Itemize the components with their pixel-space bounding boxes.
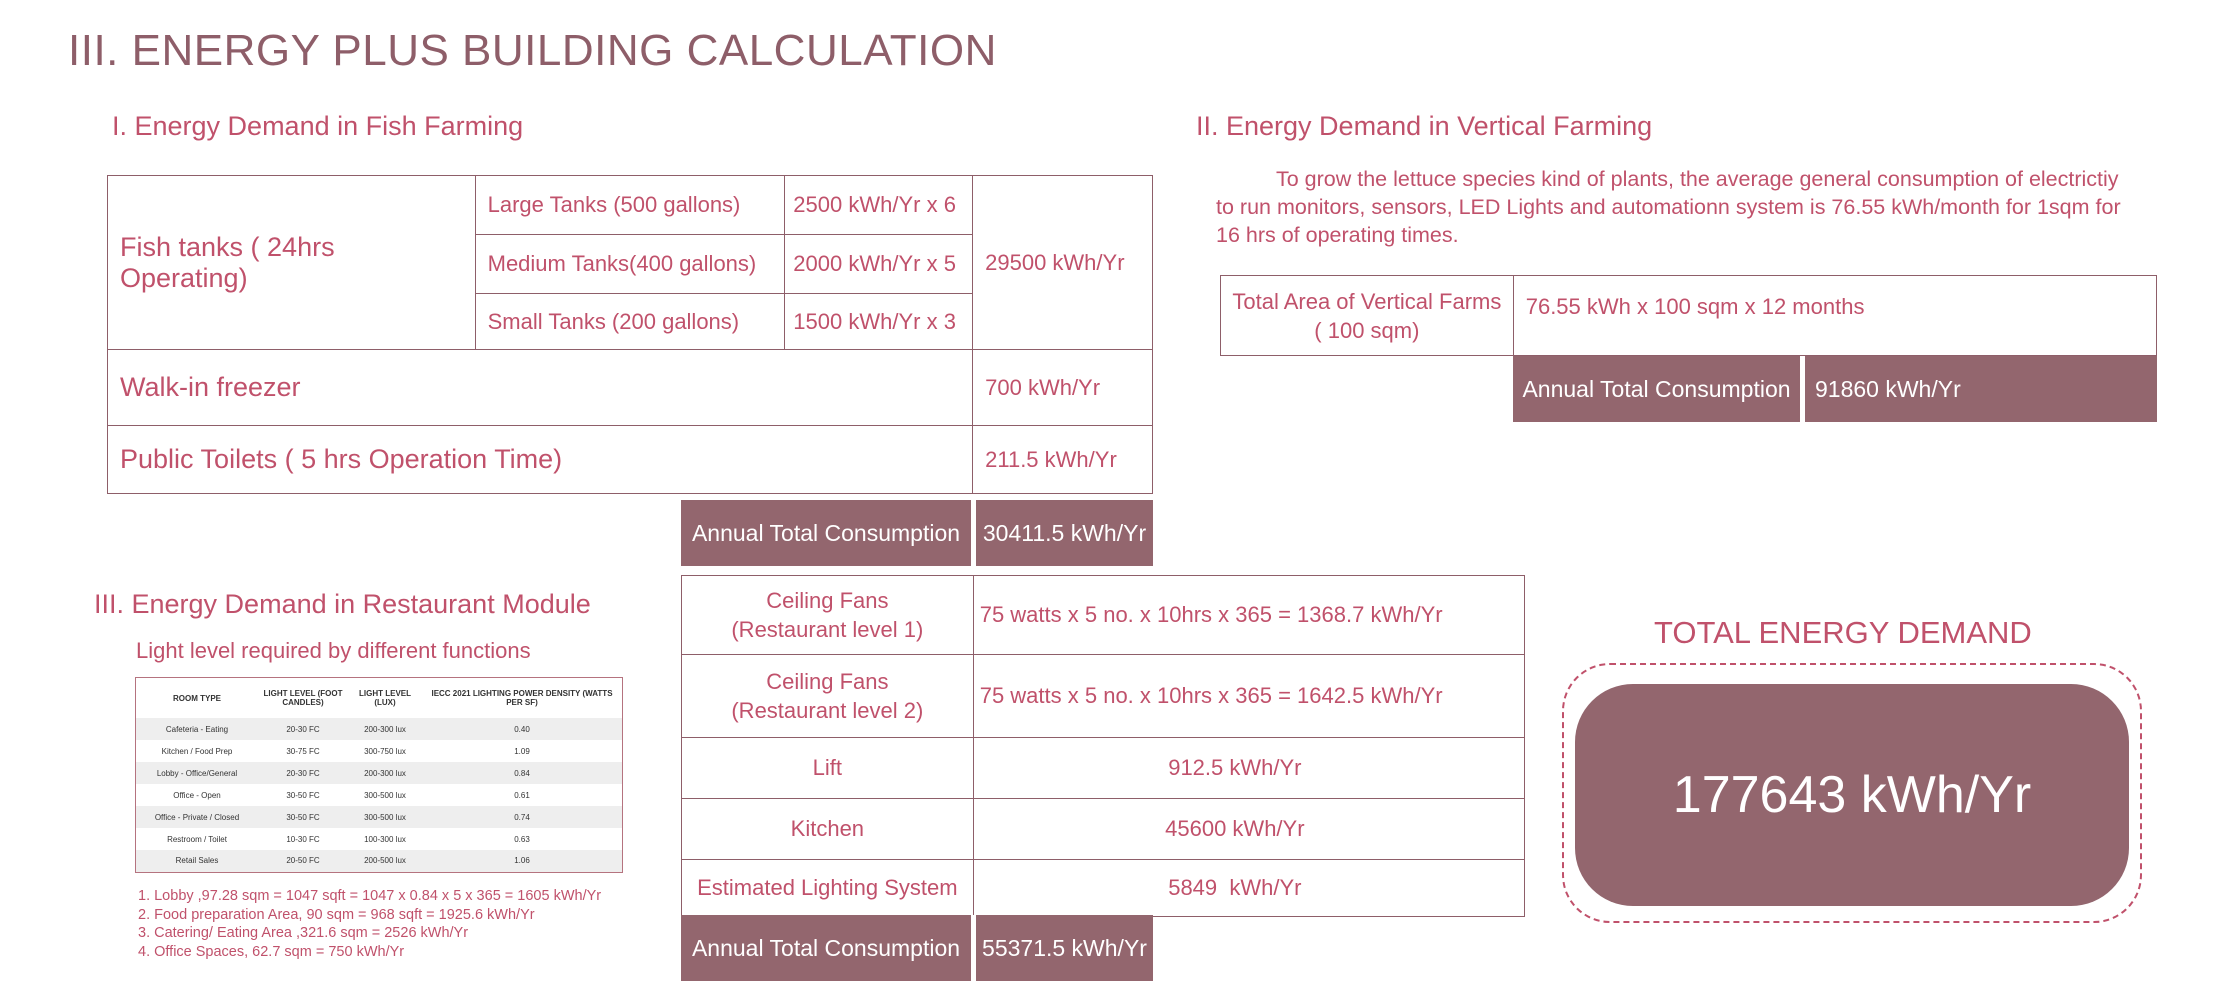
vertical-area-label-line-1: Total Area of Vertical Farms	[1232, 288, 1502, 314]
total-energy-heading: TOTAL ENERGY DEMAND	[1654, 615, 2032, 650]
table-cell: 0.40	[422, 718, 623, 740]
table-cell: Office - Open	[173, 790, 221, 800]
vertical-annual-label: Annual Total Consumption	[1522, 375, 1791, 402]
note-item: 4. Office Spaces, 62.7 sqm = 750 kWh/Yr	[138, 943, 405, 960]
restaurant-table	[681, 575, 1525, 917]
walk-in-freezer-label: Walk-in freezer	[108, 350, 973, 426]
table-cell: 300-500 lux	[364, 790, 406, 800]
table-cell: 0.63	[514, 834, 530, 844]
vertical-paragraph-line-3: 16 hrs of operating times.	[1216, 223, 1459, 247]
table-row	[136, 718, 623, 740]
table-row	[136, 828, 623, 850]
restaurant-annual-value: 55371.5 kWh/Yr	[982, 934, 1147, 961]
light-level-subheading: Light level required by different functions	[136, 638, 531, 663]
fish-annual-value: 30411.5 kWh/Yr	[982, 519, 1147, 546]
large-tanks-label: Large Tanks (500 gallons)	[475, 176, 785, 235]
table-row	[136, 740, 623, 762]
lux-header-lux: LIGHT LEVEL (LUX)	[359, 689, 411, 707]
table-cell: 300-750 lux	[364, 746, 406, 756]
fans-level-2-label	[682, 655, 974, 738]
table-cell: 200-300 lux	[348, 718, 422, 740]
total-energy-box	[1575, 684, 2129, 906]
table-cell: 10-30 FC	[286, 834, 320, 844]
table-cell: 200-300 lux	[348, 762, 422, 784]
vertical-annual-total	[1513, 356, 2157, 422]
table-cell: 300-500 lux	[348, 806, 422, 828]
fish-farming-heading: I. Energy Demand in Fish Farming	[112, 111, 524, 141]
total-energy-value: 177643 kWh/Yr	[1672, 766, 2032, 824]
fans-level-1-label-line-2: (Restaurant level 1)	[731, 617, 924, 642]
table-cell: Retail Sales	[136, 850, 259, 872]
vertical-farming-heading: II. Energy Demand in Vertical Farming	[1196, 111, 1653, 141]
vertical-area-calculation: 76.55 kWh x 100 sqm x 12 months	[1513, 276, 2156, 356]
public-toilets-label: Public Toilets ( 5 hrs Operation Time)	[108, 426, 973, 494]
medium-tanks-value: 2000 kWh/Yr x 5	[785, 235, 973, 294]
note-item: 1. Lobby ,97.28 sqm = 1047 sqft = 1047 x 0.84 x 5 x 365 = 1605 kWh/Yr	[138, 888, 602, 904]
lux-header-room-type: ROOM TYPE	[172, 693, 221, 703]
kitchen-label: Kitchen	[682, 799, 974, 860]
fans-level-2-label-line-2: (Restaurant level 2)	[731, 698, 924, 723]
table-cell: Lobby - Office/General	[136, 762, 259, 784]
table-cell: 30-50 FC	[258, 806, 348, 828]
table-row	[136, 806, 623, 828]
page-title: III. ENERGY PLUS BUILDING CALCULATION	[68, 26, 997, 75]
public-toilets-value: 211.5 kWh/Yr	[973, 426, 1153, 494]
note-item: 2. Food preparation Area, 90 sqm = 968 sqft = 1925.6 kWh/Yr	[138, 906, 535, 923]
table-cell: Kitchen / Food Prep	[161, 746, 233, 756]
fans-level-1-label-line-1: Ceiling Fans	[766, 588, 889, 613]
table-row	[136, 784, 623, 806]
table-cell: 1.06	[422, 850, 623, 872]
medium-tanks-label: Medium Tanks(400 gallons)	[475, 235, 785, 294]
vertical-annual-value: 91860 kWh/Yr	[1815, 375, 1961, 402]
large-tanks-value: 2500 kWh/Yr x 6	[785, 176, 973, 235]
lighting-system-value: 5849 kWh/Yr	[973, 860, 1524, 917]
lift-value: 912.5 kWh/Yr	[973, 738, 1524, 799]
fish-tanks-label: Fish tanks ( 24hrs Operating)	[108, 176, 476, 350]
lux-header-power-density: IECC 2021 LIGHTING POWER DENSITY (WATTS PER SF)	[431, 689, 613, 707]
kitchen-value: 45600 kWh/Yr	[973, 799, 1524, 860]
table-cell: 0.84	[422, 762, 623, 784]
table-cell: 1.09	[514, 746, 530, 756]
vertical-paragraph-line-1: To grow the lettuce species kind of plants, the average general consumption of electrictiy	[1276, 167, 2119, 191]
table-cell: 200-500 lux	[348, 850, 422, 872]
table-cell: Office - Private / Closed	[136, 806, 259, 828]
restaurant-annual-total	[681, 915, 1153, 981]
fans-level-2-label-line-1: Ceiling Fans	[766, 669, 889, 694]
vertical-area-label-line-2: ( 100 sqm)	[1314, 317, 1420, 343]
table-cell: 30-75 FC	[286, 746, 320, 756]
table-cell: 20-50 FC	[258, 850, 348, 872]
restaurant-heading: III. Energy Demand in Restaurant Module	[94, 589, 591, 619]
table-cell: 30-50 FC	[286, 790, 320, 800]
vertical-farming-table	[1220, 275, 2157, 356]
table-row	[136, 762, 623, 784]
table-cell: Restroom / Toilet	[167, 834, 227, 844]
fans-level-2-value: 75 watts x 5 no. x 10hrs x 365 = 1642.5 kWh/Yr	[973, 655, 1524, 738]
lux-header-foot-candles: LIGHT LEVEL (FOOT CANDLES)	[263, 689, 343, 707]
table-cell: 0.61	[514, 790, 530, 800]
fish-annual-total	[681, 500, 1153, 566]
light-level-table	[135, 677, 623, 873]
table-cell: 20-30 FC	[258, 718, 348, 740]
vertical-paragraph-line-2: to run monitors, sensors, LED Lights and automationn system is 76.55 kWh/month for 1sqm for	[1216, 195, 2121, 219]
table-cell: Cafeteria - Eating	[136, 718, 259, 740]
table-row	[136, 850, 623, 872]
vertical-area-label	[1221, 276, 1514, 356]
walk-in-freezer-value: 700 kWh/Yr	[973, 350, 1153, 426]
lighting-system-label: Estimated Lighting System	[682, 860, 974, 917]
fish-annual-label: Annual Total Consumption	[691, 519, 961, 546]
lift-label: Lift	[682, 738, 974, 799]
fish-tanks-total: 29500 kWh/Yr	[973, 176, 1153, 350]
table-cell: 20-30 FC	[258, 762, 348, 784]
small-tanks-value: 1500 kWh/Yr x 3	[785, 294, 973, 350]
fish-farming-table	[107, 175, 1153, 494]
restaurant-annual-label: Annual Total Consumption	[691, 934, 961, 961]
fans-level-1-value: 75 watts x 5 no. x 10hrs x 365 = 1368.7 kWh/Yr	[973, 576, 1524, 655]
table-cell: 100-300 lux	[364, 834, 406, 844]
fans-level-1-label	[682, 576, 974, 655]
lighting-notes	[138, 887, 601, 961]
note-item: 3. Catering/ Eating Area ,321.6 sqm = 2526 kWh/Yr	[138, 925, 469, 941]
table-cell: 0.74	[422, 806, 623, 828]
small-tanks-label: Small Tanks (200 gallons)	[475, 294, 785, 350]
